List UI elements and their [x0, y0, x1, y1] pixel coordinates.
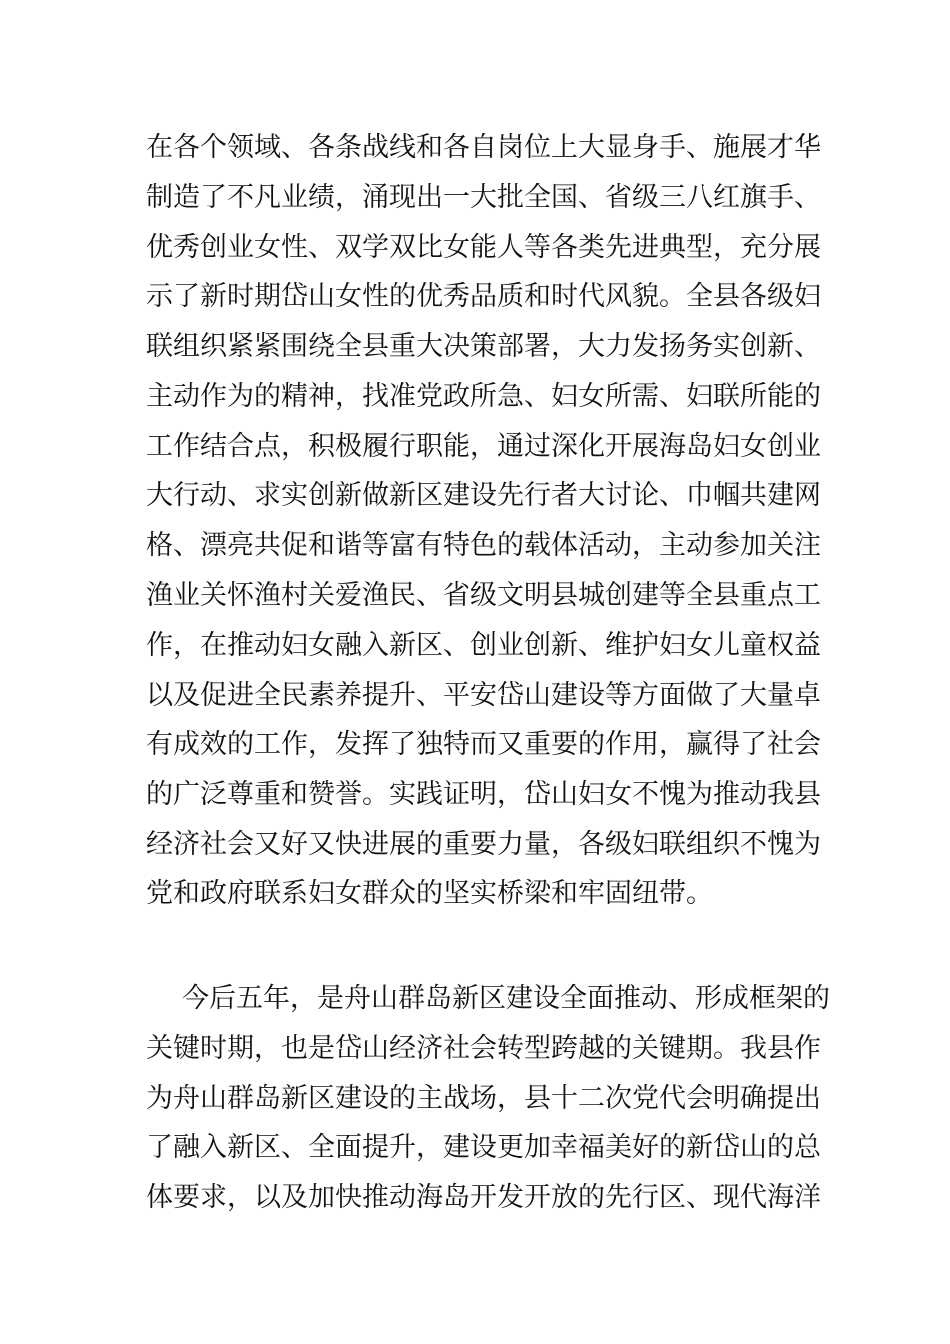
text-line: 以及促进全民素养提升、平安岱山建设等方面做了大量卓	[146, 680, 821, 711]
text-line: 了融入新区、全面提升，建设更加幸福美好的新岱山的总	[146, 1132, 821, 1163]
text-line: 党和政府联系妇女群众的坚实桥梁和牢固纽带。	[146, 878, 713, 909]
text-line: 为舟山群岛新区建设的主战场，县十二次党代会明确提出	[146, 1083, 821, 1114]
text-line: 关键时期，也是岱山经济社会转型跨越的关键期。我县作	[146, 1033, 821, 1064]
text-line: 体要求，以及加快推动海岛开发开放的先行区、现代海洋	[146, 1182, 821, 1213]
text-line: 联组织紧紧围绕全县重大决策部署，大力发扬务实创新、	[146, 331, 821, 362]
text-line: 示了新时期岱山女性的优秀品质和时代风貌。全县各级妇	[146, 281, 821, 312]
text-line: 优秀创业女性、双学双比女能人等各类先进典型，充分展	[146, 232, 821, 263]
text-line: 有成效的工作，发挥了独特而又重要的作用，赢得了社会	[146, 729, 821, 760]
text-line: 在各个领域、各条战线和各自岗位上大显身手、施展才华	[146, 132, 821, 163]
text-line: 的广泛尊重和赞誉。实践证明，岱山妇女不愧为推动我县	[146, 779, 821, 810]
text-line: 格、漂亮共促和谐等富有特色的载体活动，主动参加关注	[146, 530, 821, 561]
text-line: 工作结合点，积极履行职能，通过深化开展海岛妇女创业	[146, 431, 821, 462]
text-line: 主动作为的精神，找准党政所急、妇女所需、妇联所能的	[146, 381, 821, 412]
text-line: 渔业关怀渔村关爱渔民、省级文明县城创建等全县重点工	[146, 580, 821, 611]
text-line: 经济社会又好又快进展的重要力量，各级妇联组织不愧为	[146, 829, 821, 860]
text-line: 制造了不凡业绩，涌现出一大批全国、省级三八红旗手、	[146, 182, 821, 213]
text-line: 大行动、求实创新做新区建设先行者大讨论、巾帼共建网	[146, 480, 821, 511]
text-line: 今后五年，是舟山群岛新区建设全面推动、形成框架的	[182, 983, 830, 1014]
text-line: 作，在推动妇女融入新区、创业创新、维护妇女儿童权益	[146, 630, 821, 661]
